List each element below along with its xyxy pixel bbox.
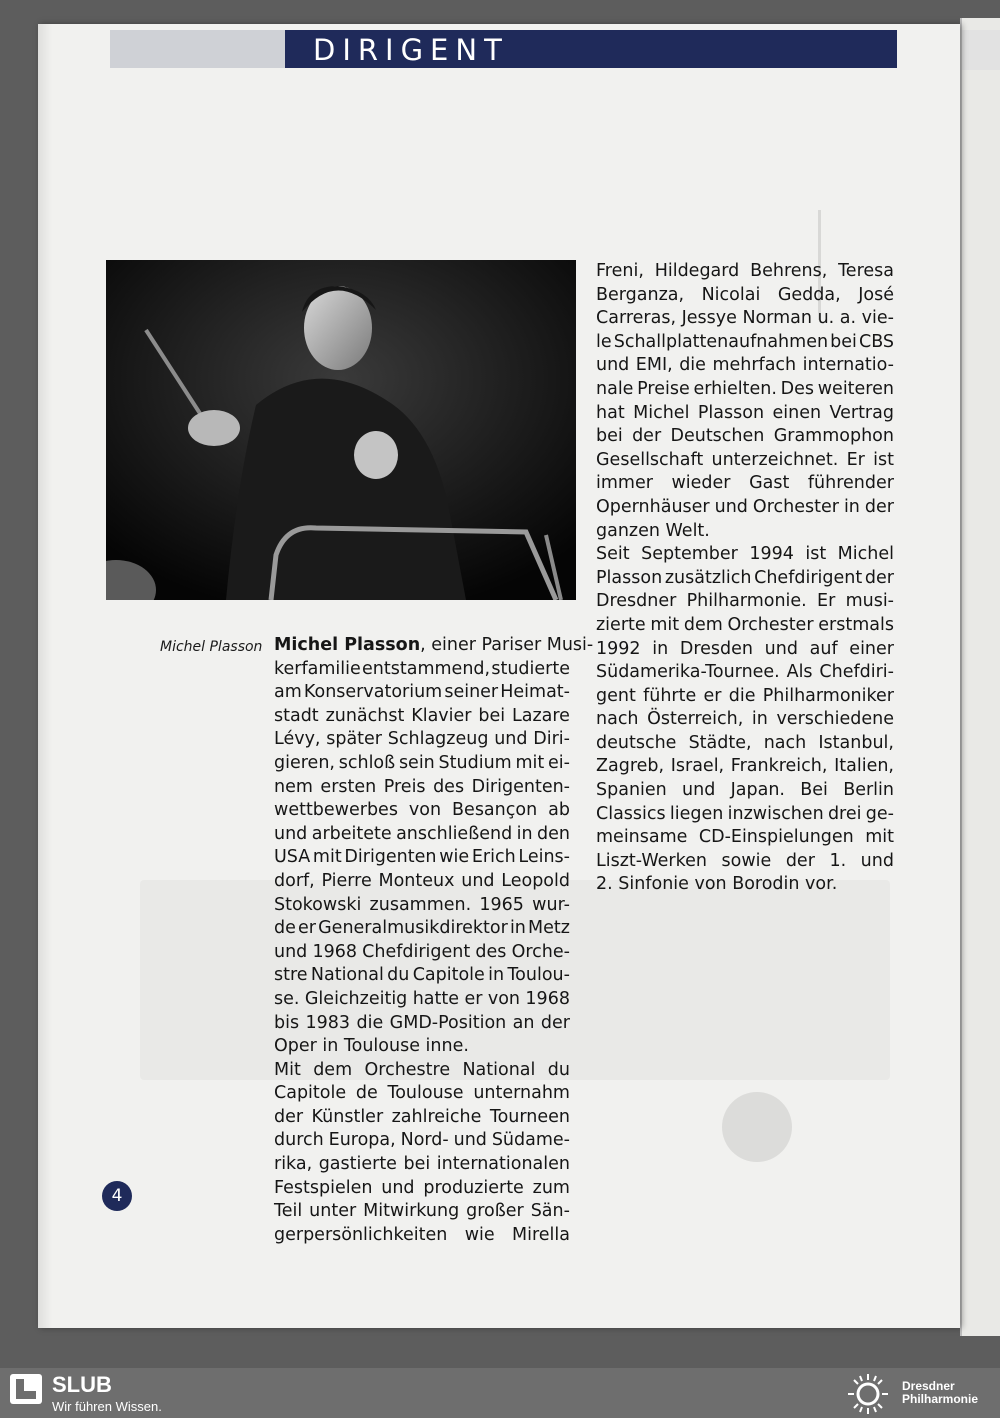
text-line: durch Europa, Nord- und Südame- [274,1130,570,1151]
text-line: Liszt-Werken sowie der 1. und [596,850,894,871]
text-line: Plasson zusätzlich Chefdirigent der [596,567,894,588]
text-line: Berganza, Nicolai Gedda, José [596,284,894,305]
text-line: hat Michel Plasson einen Vertrag [596,402,894,423]
text-line: le Schallplattenaufnahmen bei CBS [596,331,894,352]
page-number-badge: 4 [102,1181,132,1211]
text-line: gent führte er die Philharmoniker [596,685,894,706]
section-header-bar [285,30,897,68]
text-line: dorf, Pierre Monteux und Leopold [274,870,570,891]
text-line: Spanien und Japan. Bei Berlin [596,780,894,801]
adjacent-page-edge [960,18,1000,1336]
text-line: wettbewerbes von Besançon ab [274,800,570,821]
text-line: ganzen Welt. [596,520,710,541]
text-line: nach Österreich, in verschiedene [596,709,894,730]
library-tagline: Wir führen Wissen. [52,1399,162,1414]
text-line: meinsame CD-Einspielungen mit [596,827,894,848]
text-line: Zagreb, Israel, Frankreich, Italien, [596,756,894,777]
text-line: bei der Deutschen Grammophon [596,426,894,447]
text-line: Lévy, später Schlagzeug und Diri- [274,729,570,750]
text-line: stre National du Capitole in Toulou- [274,965,570,986]
text-line: Freni, Hildegard Behrens, Teresa [596,261,894,281]
text-line: und arbeitete anschließend in den [274,823,570,844]
section-title: DIRIGENT [313,33,509,67]
text-line: nem ersten Preis des Dirigenten- [274,776,570,797]
slub-logo-icon[interactable] [10,1374,42,1404]
bleed-through-logo [722,1092,792,1162]
text-line: Michel Plasson, einer Pariser Musi- [274,635,594,655]
text-line: Mit dem Orchestre National du [274,1059,570,1080]
text-line: de er Generalmusikdirektor in Metz [274,918,570,939]
text-line: Südamerika-Tournee. Als Chefdiri- [596,662,894,683]
text-line: Gesellschaft unterzeichnet. Er ist [596,449,894,470]
text-line: Seit September 1994 ist Michel [596,544,894,565]
text-line: gieren, schloß sein Studium mit ei- [274,752,570,773]
text-line: stadt zunächst Klavier bei Lazare [274,705,570,726]
text-line: und EMI, die mehrfach internatio- [596,355,894,376]
text-line: der Künstler zahlreiche Tourneen [274,1106,570,1127]
text-line: deutsche Städte, nach Istanbul, [596,732,894,753]
text-line: 2. Sinfonie von Borodin vor. [596,874,838,895]
text-line: bis 1983 die GMD-Position an der [274,1012,570,1033]
library-name[interactable]: SLUB [52,1372,112,1397]
text-line: immer wieder Gast führender [596,473,894,494]
body-text-right-column [596,260,894,897]
text-line: zierte mit dem Orchester erstmals [596,614,894,635]
text-line: kerfamilie entstammend, studierte [274,658,570,679]
lead-name: Michel Plasson [274,635,421,655]
text-line: Festspielen und produzierte zum [274,1177,570,1198]
text-line: Capitole de Toulouse unternahm [274,1083,570,1104]
text-line: am Konservatorium seiner Heimat- [274,682,570,703]
text-line: 1992 in Dresden und auf einer [596,638,894,659]
text-line: Dresdner Philharmonie. Er musi- [596,591,894,612]
text-line: Opernhäuser und Orchester in der [596,496,894,517]
text-line: Stokowski zusammen. 1965 wur- [274,894,570,915]
philharmonie-logo-icon[interactable] [842,1372,894,1416]
photo-caption: Michel Plasson [160,639,263,655]
body-text-left-column [274,634,594,1247]
text-line: und 1968 Chefdirigent des Orche- [274,941,570,962]
text-line: Teil unter Mitwirkung großer Sän- [274,1201,570,1222]
text-line: Classics liegen inzwischen drei ge- [596,803,894,824]
text-line: rika, gastierte bei internationalen [274,1154,570,1175]
conductor-photo [106,260,576,600]
header-gray-block [110,30,285,68]
text-line: Carreras, Jessye Norman u. a. vie- [596,308,894,329]
text-line: se. Gleichzeitig hatte er von 1968 [274,988,570,1009]
text-line: USA mit Dirigenten wie Erich Leins- [274,847,570,868]
text-line: nale Preise erhielten. Des weiteren [596,378,894,399]
partner-name[interactable]: Dresdner Philharmonie [902,1379,979,1406]
text-line: Oper in Toulouse inne. [274,1036,469,1057]
text-line: gerpersönlichkeiten wie Mirella [274,1224,570,1245]
